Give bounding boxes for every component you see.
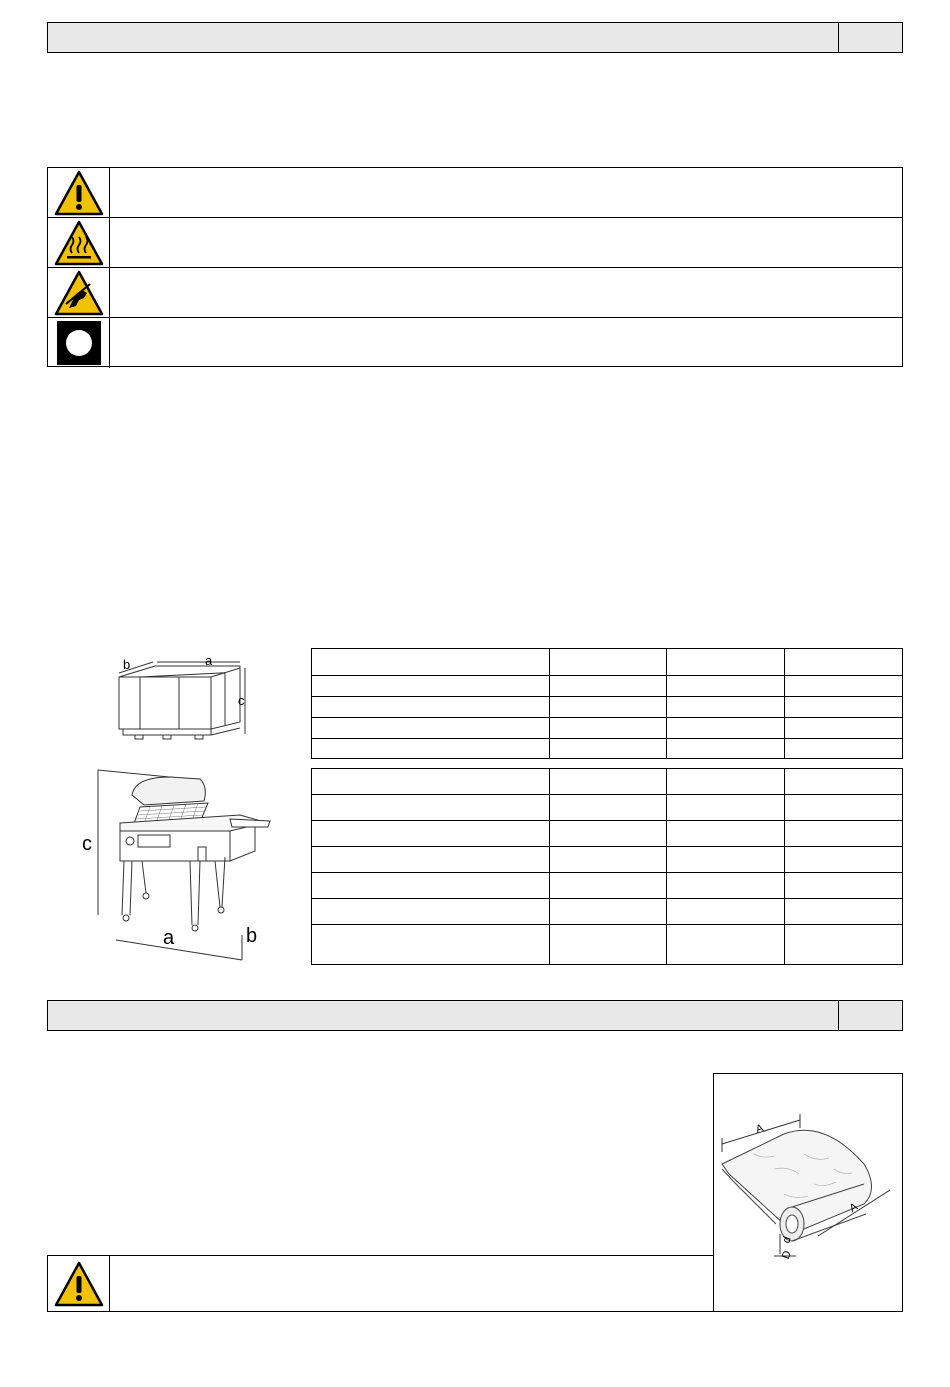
packaging-dimensions-figure bbox=[95, 650, 295, 760]
machine-dimensions-figure bbox=[80, 765, 280, 965]
table-row bbox=[312, 769, 902, 795]
table-row bbox=[312, 795, 902, 821]
table-cell bbox=[667, 847, 785, 872]
table-cell bbox=[785, 899, 902, 924]
table-cell bbox=[312, 697, 550, 717]
table-cell bbox=[312, 676, 550, 696]
symbol-row bbox=[48, 218, 902, 268]
table-cell bbox=[550, 821, 667, 846]
dimension-label-a: a bbox=[205, 653, 213, 668]
dimension-label-d: d bbox=[780, 1235, 794, 1245]
table-cell bbox=[667, 769, 785, 794]
table-cell bbox=[550, 769, 667, 794]
section-header-1 bbox=[47, 22, 903, 53]
table-row bbox=[312, 718, 902, 739]
dimension-label-c: c bbox=[238, 693, 245, 708]
table-cell bbox=[550, 676, 667, 696]
table-cell bbox=[667, 821, 785, 846]
table-cell bbox=[667, 795, 785, 820]
dimension-label-A-side: A bbox=[847, 1200, 860, 1216]
dimension-label-b: b bbox=[123, 657, 131, 672]
table-cell bbox=[550, 847, 667, 872]
table-row bbox=[312, 847, 902, 873]
table-cell bbox=[785, 697, 902, 717]
warning-note bbox=[47, 1255, 714, 1312]
table-cell bbox=[667, 649, 785, 675]
table-cell bbox=[667, 899, 785, 924]
table-cell bbox=[785, 873, 902, 898]
table-cell bbox=[785, 769, 902, 794]
table-row bbox=[312, 873, 902, 899]
general-warning-icon bbox=[48, 168, 110, 217]
table-row bbox=[312, 821, 902, 847]
packed-dimensions-table bbox=[311, 648, 903, 759]
dimension-label-c: c bbox=[82, 833, 92, 855]
table-cell bbox=[312, 925, 550, 964]
table-cell bbox=[667, 718, 785, 738]
dimension-label-b: b bbox=[246, 925, 258, 947]
film-roll-figure bbox=[713, 1073, 903, 1312]
symbol-row bbox=[48, 268, 902, 318]
table-cell bbox=[785, 739, 902, 758]
table-cell bbox=[785, 925, 902, 964]
table-cell bbox=[312, 739, 550, 758]
table-cell bbox=[550, 873, 667, 898]
general-warning-icon bbox=[48, 1256, 110, 1311]
table-cell bbox=[785, 649, 902, 675]
table-row bbox=[312, 899, 902, 925]
table-cell bbox=[312, 795, 550, 820]
table-cell bbox=[312, 649, 550, 675]
table-cell bbox=[312, 821, 550, 846]
header-divider bbox=[838, 23, 839, 52]
table-cell bbox=[785, 847, 902, 872]
table-cell bbox=[550, 739, 667, 758]
symbol-row bbox=[48, 168, 902, 218]
machine-dimensions-table bbox=[311, 768, 903, 965]
table-cell bbox=[785, 795, 902, 820]
table-row bbox=[312, 697, 902, 718]
table-cell bbox=[785, 821, 902, 846]
header-divider bbox=[838, 1001, 839, 1030]
hot-surface-icon bbox=[48, 218, 110, 267]
table-cell bbox=[667, 676, 785, 696]
table-cell bbox=[550, 899, 667, 924]
table-cell bbox=[312, 847, 550, 872]
table-cell bbox=[550, 795, 667, 820]
dimension-label-D: D bbox=[779, 1249, 794, 1261]
table-cell bbox=[312, 769, 550, 794]
table-cell bbox=[312, 899, 550, 924]
mandatory-circle-icon bbox=[48, 318, 110, 368]
table-row bbox=[312, 739, 902, 758]
table-cell bbox=[785, 718, 902, 738]
dimension-label-A-top: A bbox=[754, 1122, 766, 1136]
table-cell bbox=[550, 718, 667, 738]
table-cell bbox=[550, 697, 667, 717]
section-header-2 bbox=[47, 1000, 903, 1031]
dimension-label-a: a bbox=[163, 927, 175, 949]
table-cell bbox=[667, 873, 785, 898]
table-cell bbox=[312, 873, 550, 898]
table-cell bbox=[667, 925, 785, 964]
table-cell bbox=[667, 739, 785, 758]
symbol-row bbox=[48, 318, 902, 368]
table-cell bbox=[785, 676, 902, 696]
table-row bbox=[312, 649, 902, 676]
table-cell bbox=[312, 718, 550, 738]
table-cell bbox=[667, 697, 785, 717]
table-cell bbox=[550, 649, 667, 675]
table-row bbox=[312, 676, 902, 697]
electrostatic-warning-icon bbox=[48, 268, 110, 317]
safety-symbols-table bbox=[47, 167, 903, 367]
table-cell bbox=[550, 925, 667, 964]
table-row bbox=[312, 925, 902, 964]
